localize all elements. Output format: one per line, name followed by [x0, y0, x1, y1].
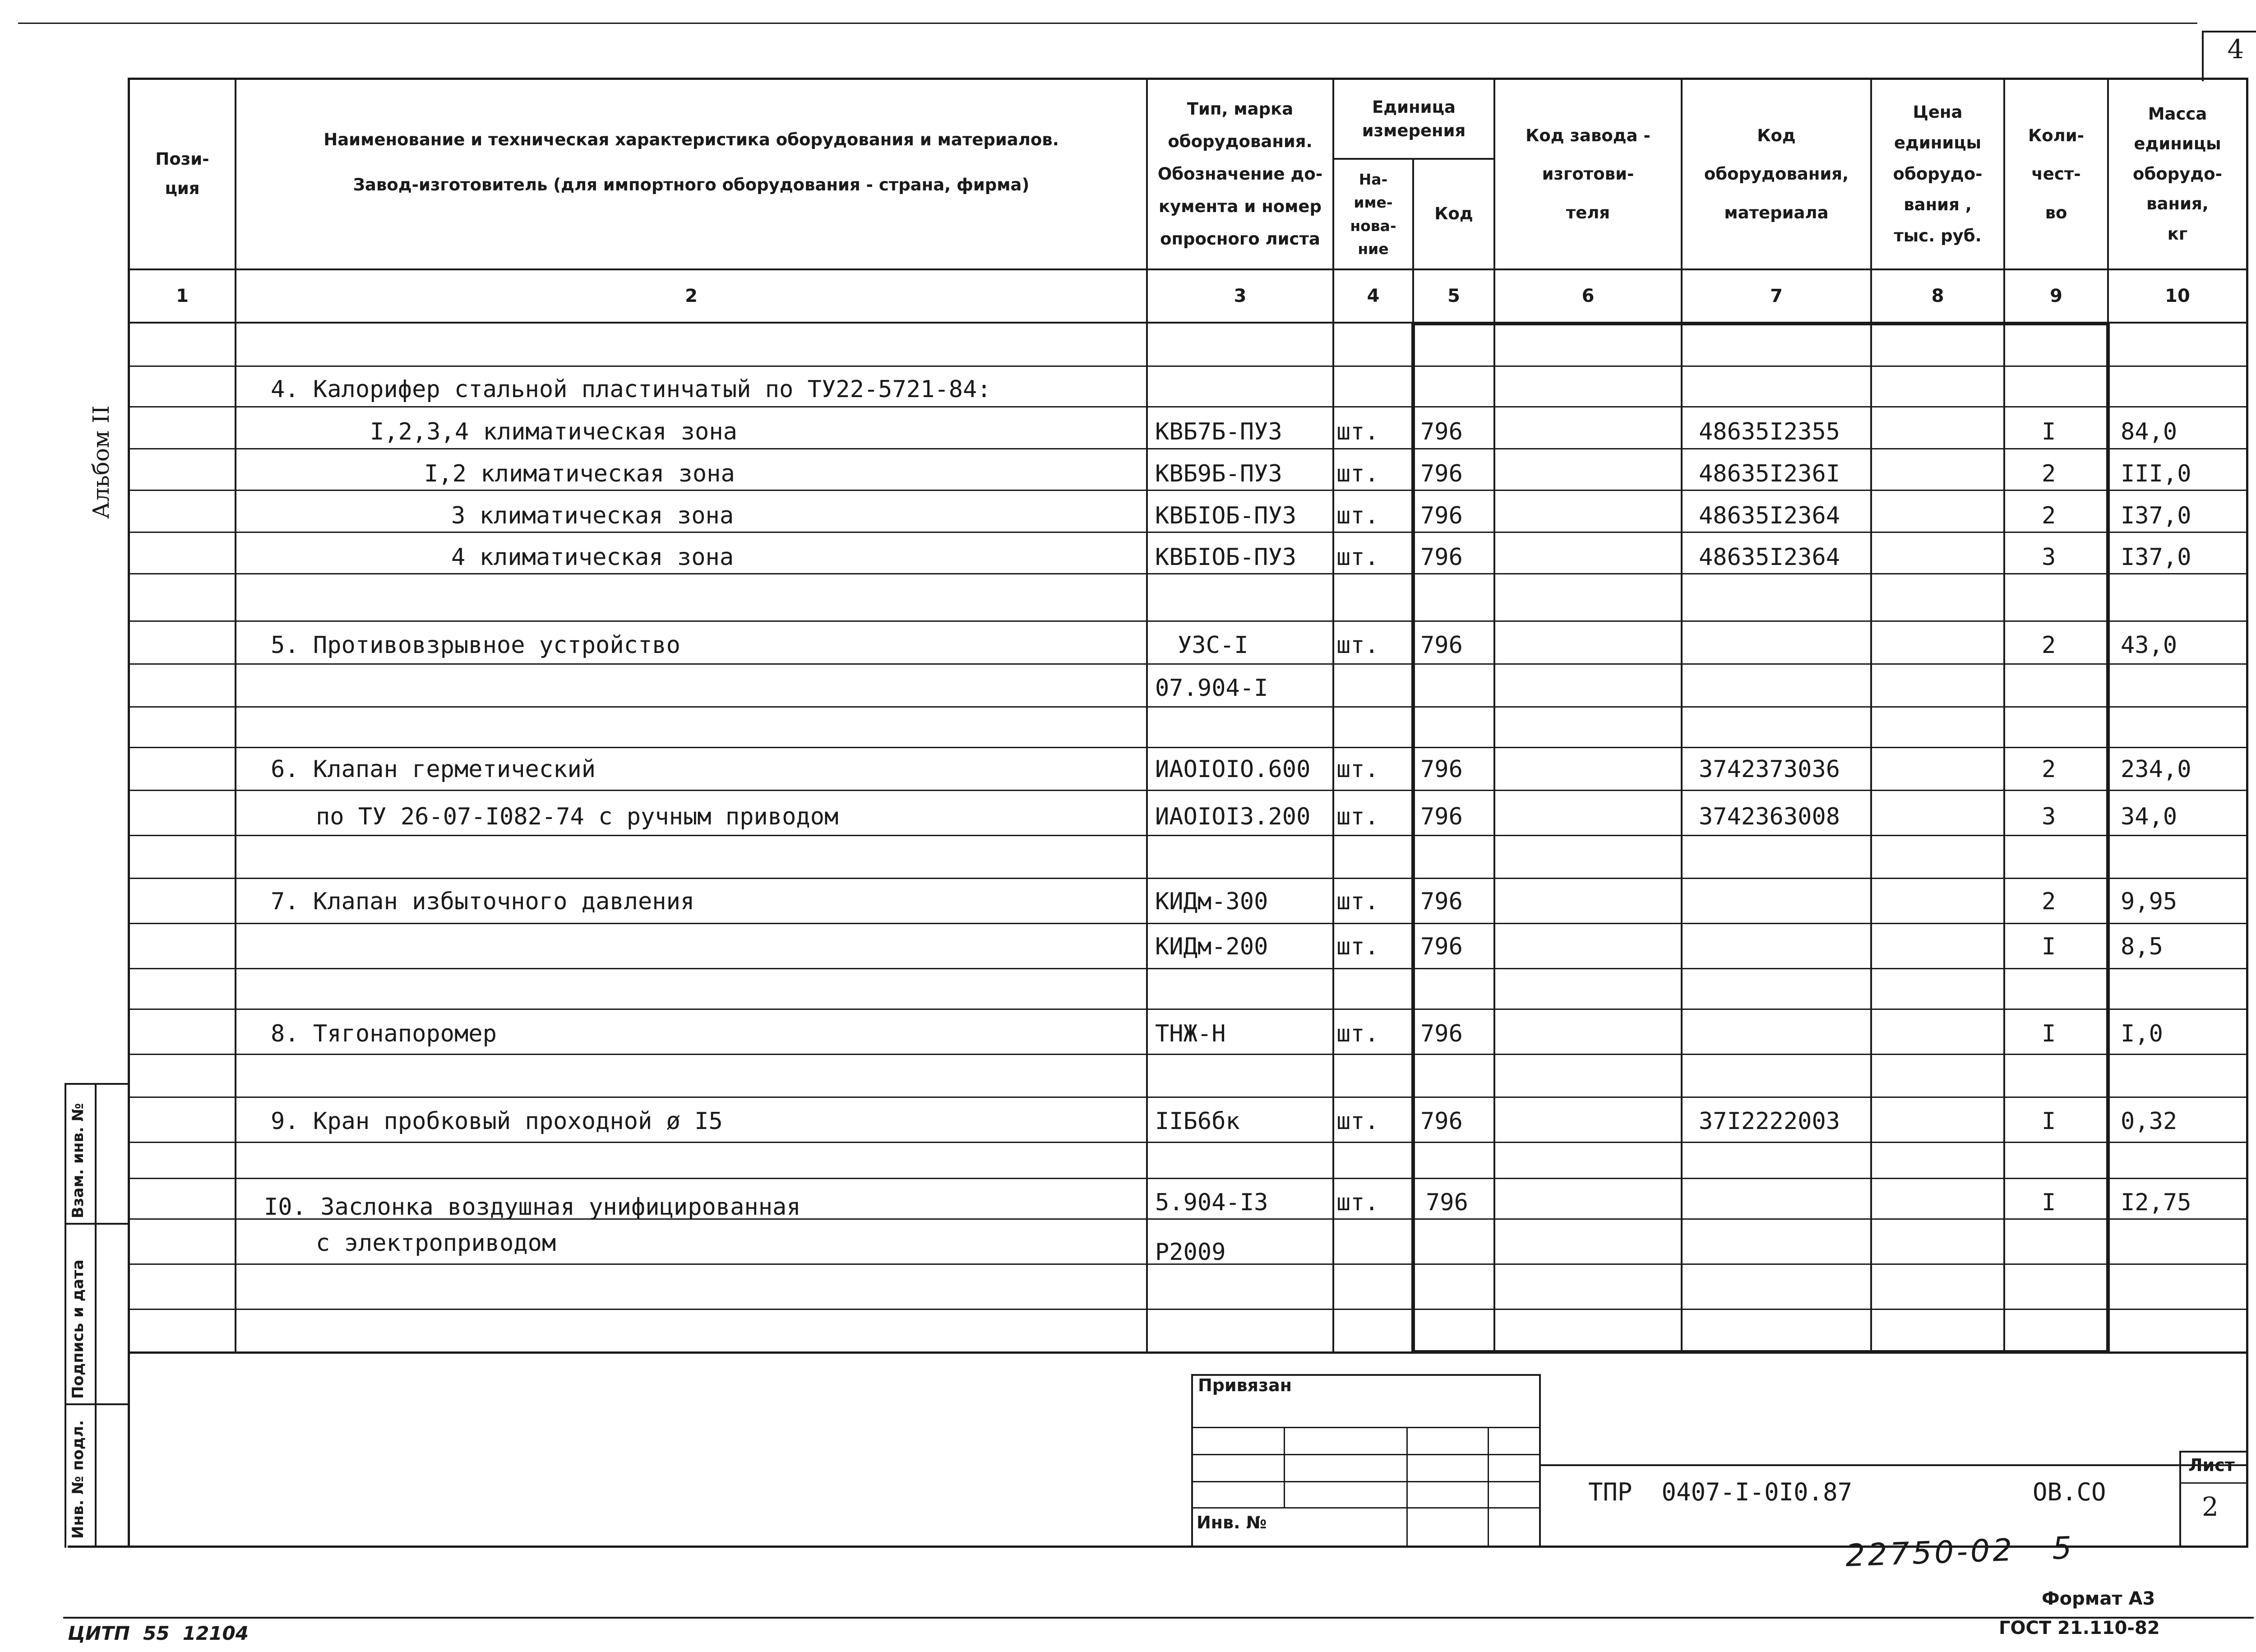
row-7b-code: 796: [1420, 933, 1463, 960]
side-podpis-label: Подпись и дата: [69, 1259, 87, 1399]
row-4b-equip: 48635I236I: [1699, 460, 1840, 487]
row-4c-unit: шт.: [1336, 502, 1379, 529]
row-4b-code: 796: [1420, 460, 1463, 487]
colnum-3: 3: [1234, 286, 1247, 306]
row-separator: [128, 1097, 2248, 1098]
printer-label: ЦИТП 55 12104: [68, 1622, 249, 1644]
row-4d-mass: I37,0: [2121, 544, 2191, 571]
row-4d-unit: шт.: [1336, 544, 1379, 571]
row-7-unit: шт.: [1336, 888, 1379, 915]
row-9-mass: 0,32: [2121, 1108, 2177, 1135]
row-separator: [128, 620, 2248, 622]
header-name-line2: Завод-изготовитель (для импортного оборудования - страна, фирма): [353, 175, 1030, 194]
list-value: 2: [2202, 1491, 2219, 1522]
row-4b-unit: шт.: [1336, 460, 1379, 487]
title-block-list-mid: [2179, 1482, 2248, 1484]
row-5-unit: шт.: [1336, 632, 1379, 659]
row-9-name: 9. Кран пробковый проходной ø I5: [271, 1108, 723, 1135]
row-6b-qty: 3: [2042, 803, 2056, 830]
row-4b-type: КВБ9Б-ПУЗ: [1155, 460, 1282, 487]
privyazan-v3: [1488, 1427, 1489, 1548]
row-6-code: 796: [1420, 756, 1463, 783]
row-7b-qty: I: [2042, 933, 2056, 960]
privyazan-label: Привязан: [1198, 1375, 1292, 1395]
header-unit-group: Единица измерения: [1362, 97, 1466, 140]
row-7b-mass: 8,5: [2121, 933, 2163, 960]
colnum-7: 7: [1770, 286, 1783, 306]
side-vzam-label: Взам. инв. №: [69, 1103, 87, 1218]
row-4b-mass: III,0: [2121, 460, 2191, 487]
row-4d-qty: 3: [2042, 544, 2056, 571]
col-sep-6: [1681, 78, 1683, 1354]
row-4a-code: 796: [1420, 418, 1463, 445]
row-9-code: 796: [1420, 1108, 1463, 1135]
header-unit-name: На- име- нова- ние: [1350, 171, 1396, 258]
col-sep-7: [1870, 78, 1872, 1354]
row-4c-code: 796: [1420, 502, 1463, 529]
header-price: Цена единицы оборудо- вания , тыс. руб.: [1893, 102, 1983, 245]
row-4c-equip: 48635I2364: [1699, 502, 1840, 529]
col-sep-5: [1493, 78, 1495, 1354]
colnum-5: 5: [1447, 286, 1460, 306]
row-7-mass: 9,95: [2121, 888, 2177, 915]
row-4a-mass: 84,0: [2121, 418, 2177, 445]
row-6-equip: 3742373036: [1699, 756, 1840, 783]
row-separator: [128, 923, 2248, 924]
row-10b-name: с электроприводом: [316, 1230, 556, 1257]
header-equip-code: Код оборудования, материала: [1704, 126, 1849, 222]
row-10-qty: I: [2042, 1189, 2056, 1216]
row-separator: [128, 573, 2248, 574]
row-4a-equip: 48635I2355: [1699, 418, 1840, 445]
col-sep-2: [1146, 78, 1148, 1354]
title-block-list-left: [2179, 1451, 2181, 1548]
title-block-list-top: [2179, 1451, 2248, 1453]
colnum-9: 9: [2050, 286, 2062, 306]
list-label: Лист: [2188, 1455, 2235, 1475]
row-separator: [128, 747, 2248, 748]
row-separator: [128, 1309, 2248, 1310]
row-4-name: 4. Калорифер стальной пластинчатый по ТУ22-5721-84:: [271, 376, 991, 403]
row-6-name: 6. Клапан герметический: [271, 756, 596, 783]
format-label: Формат А3: [2042, 1588, 2155, 1609]
row-9-unit: шт.: [1336, 1108, 1379, 1135]
privyazan-v1: [1284, 1427, 1285, 1508]
row-7-code: 796: [1420, 888, 1463, 915]
row-8-mass: I,0: [2121, 1020, 2163, 1047]
privyazan-left: [1191, 1374, 1193, 1548]
row-10-type: 5.904-I3: [1155, 1189, 1268, 1216]
colnum-6: 6: [1581, 286, 1595, 306]
row-6b-equip: 3742363008: [1699, 803, 1840, 830]
document-code: ТПР 0407-I-0I0.87: [1588, 1478, 1853, 1506]
row-6-unit: шт.: [1336, 756, 1379, 783]
row-separator: [128, 1054, 2248, 1055]
row-10-mass: I2,75: [2121, 1189, 2191, 1216]
header-factory-code: Код завода - изготови- теля: [1526, 126, 1650, 222]
row-6b-type: ИАОIОI3.200: [1155, 803, 1311, 830]
header-unit-code: Код: [1434, 204, 1473, 224]
row-8-name: 8. Тягонапоромер: [271, 1020, 497, 1047]
colnum-1: 1: [176, 286, 189, 306]
row-7-type: КИДм-300: [1155, 888, 1268, 915]
row-4b-qty: 2: [2042, 460, 2056, 487]
col-sep-3: [1332, 78, 1334, 1354]
row-7b-unit: шт.: [1336, 933, 1379, 960]
thick-top: [1412, 322, 2109, 325]
row-5-code: 796: [1420, 632, 1463, 659]
row-6b-code: 796: [1420, 803, 1463, 830]
row-10-code: 796: [1426, 1189, 1468, 1216]
header-mass: Масса единицы оборудо- вания, кг: [2133, 104, 2222, 244]
inv-no-label: Инв. №: [1197, 1513, 1267, 1532]
row-4a-type: КВБ7Б-ПУЗ: [1155, 418, 1282, 445]
row-8-type: ТНЖ-Н: [1155, 1020, 1226, 1047]
top-border: [18, 23, 2197, 24]
row-7-qty: 2: [2042, 888, 2056, 915]
row-7b-type: КИДм-200: [1155, 933, 1268, 960]
row-separator: [128, 406, 2248, 407]
row-4c-mass: I37,0: [2121, 502, 2191, 529]
side-stamp-div2: [65, 1403, 130, 1405]
row-6-type: ИАОIОIО.600: [1155, 756, 1311, 783]
privyazan-right: [1539, 1374, 1541, 1548]
row-6b-mass: 34,0: [2121, 803, 2177, 830]
row-separator: [128, 448, 2248, 449]
title-block-top: [1541, 1464, 2248, 1466]
row-4a-qty: I: [2042, 418, 2056, 445]
row-7-name: 7. Клапан избыточного давления: [271, 888, 695, 915]
thick-left: [1411, 322, 1415, 1354]
row-4a-unit: шт.: [1336, 418, 1379, 445]
row-10-unit: шт.: [1336, 1189, 1379, 1216]
row-4d-code: 796: [1420, 544, 1463, 571]
colnum-4: 4: [1367, 286, 1380, 306]
sheet-number-top: [2202, 31, 2256, 32]
thick-right: [2106, 322, 2110, 1354]
thick-bottom: [1412, 1350, 2109, 1354]
privyazan-v2: [1406, 1427, 1408, 1548]
row-separator: [128, 790, 2248, 791]
row-separator: [128, 663, 2248, 665]
row-separator: [128, 878, 2248, 879]
side-stamp-div1: [65, 1223, 130, 1225]
album-label: Альбом II: [88, 405, 114, 519]
row-separator: [128, 835, 2248, 836]
side-stamp-mid: [95, 1083, 97, 1548]
row-separator: [128, 1142, 2248, 1143]
col-sep-1: [235, 78, 236, 1354]
header-position: Пози- ция: [155, 149, 209, 198]
row-5-qty: 2: [2042, 632, 2056, 659]
row-5-type: УЗС-I: [1178, 632, 1248, 659]
gost-label: ГОСТ 21.110-82: [1999, 1618, 2160, 1638]
header-name-line1: Наименование и техническая характеристика оборудования и материалов.: [324, 130, 1059, 149]
row-10-name: I0. Заслонка воздушная унифицированная: [264, 1194, 801, 1221]
row-9-qty: I: [2042, 1108, 2056, 1135]
row-separator: [128, 532, 2248, 533]
colnum-10: 10: [2165, 286, 2190, 306]
row-4d-type: КВБIОБ-ПУЗ: [1155, 544, 1297, 571]
row-5-mass: 43,0: [2121, 632, 2177, 659]
header-quantity: Коли- чест- во: [2028, 126, 2085, 222]
row-separator: [128, 1178, 2248, 1179]
row-separator: [128, 968, 2248, 969]
row-6-mass: 234,0: [2121, 756, 2191, 783]
row-6b-name: по ТУ 26-07-I082-74 с ручным приводом: [316, 803, 839, 830]
row-6b-unit: шт.: [1336, 803, 1379, 830]
row-8-code: 796: [1420, 1020, 1463, 1047]
col-sep-8: [2003, 78, 2005, 1354]
row-8-qty: I: [2042, 1020, 2056, 1047]
sheet-number: 4: [2227, 34, 2244, 65]
row-4c-type: КВБIОБ-ПУЗ: [1155, 502, 1297, 529]
frame-right-line: [2246, 78, 2248, 1548]
side-stamp-left: [65, 1083, 66, 1548]
row-9-type: IIБ6бк: [1155, 1108, 1240, 1135]
document-mark: ОВ.СО: [2033, 1478, 2106, 1506]
row-4c-qty: 2: [2042, 502, 2056, 529]
row-4a-name: I,2,3,4 климатическая зона: [370, 418, 737, 445]
row-5b-type: 07.904-I: [1155, 675, 1268, 702]
colnum-8: 8: [1931, 286, 1944, 306]
row-separator: [128, 366, 2248, 367]
side-stamp-top: [65, 1083, 130, 1085]
row-separator: [128, 490, 2248, 491]
row-4d-name: 4 климатическая зона: [451, 544, 734, 571]
row-4b-name: I,2 климатическая зона: [424, 460, 735, 487]
header-type: Тип, марка оборудования. Обозначение до- кумента и номер опросного листа: [1157, 99, 1323, 249]
row-4c-name: 3 климатическая зона: [451, 502, 734, 529]
row-8-unit: шт.: [1336, 1020, 1379, 1047]
side-inv-podl-label: Инв. № подл.: [69, 1420, 87, 1539]
handwritten-number: 22750-02 5: [1845, 1530, 2075, 1574]
row-4d-equip: 48635I2364: [1699, 544, 1840, 571]
row-separator: [128, 706, 2248, 708]
row-5-name: 5. Противовзрывное устройство: [271, 632, 680, 659]
row-separator: [128, 1009, 2248, 1010]
row-10b-type: Р2009: [1155, 1239, 1226, 1266]
row-6-qty: 2: [2042, 756, 2056, 783]
footer-line: [63, 1617, 2254, 1619]
row-9-equip: 37I2222003: [1699, 1108, 1840, 1135]
colnum-2: 2: [685, 286, 698, 306]
